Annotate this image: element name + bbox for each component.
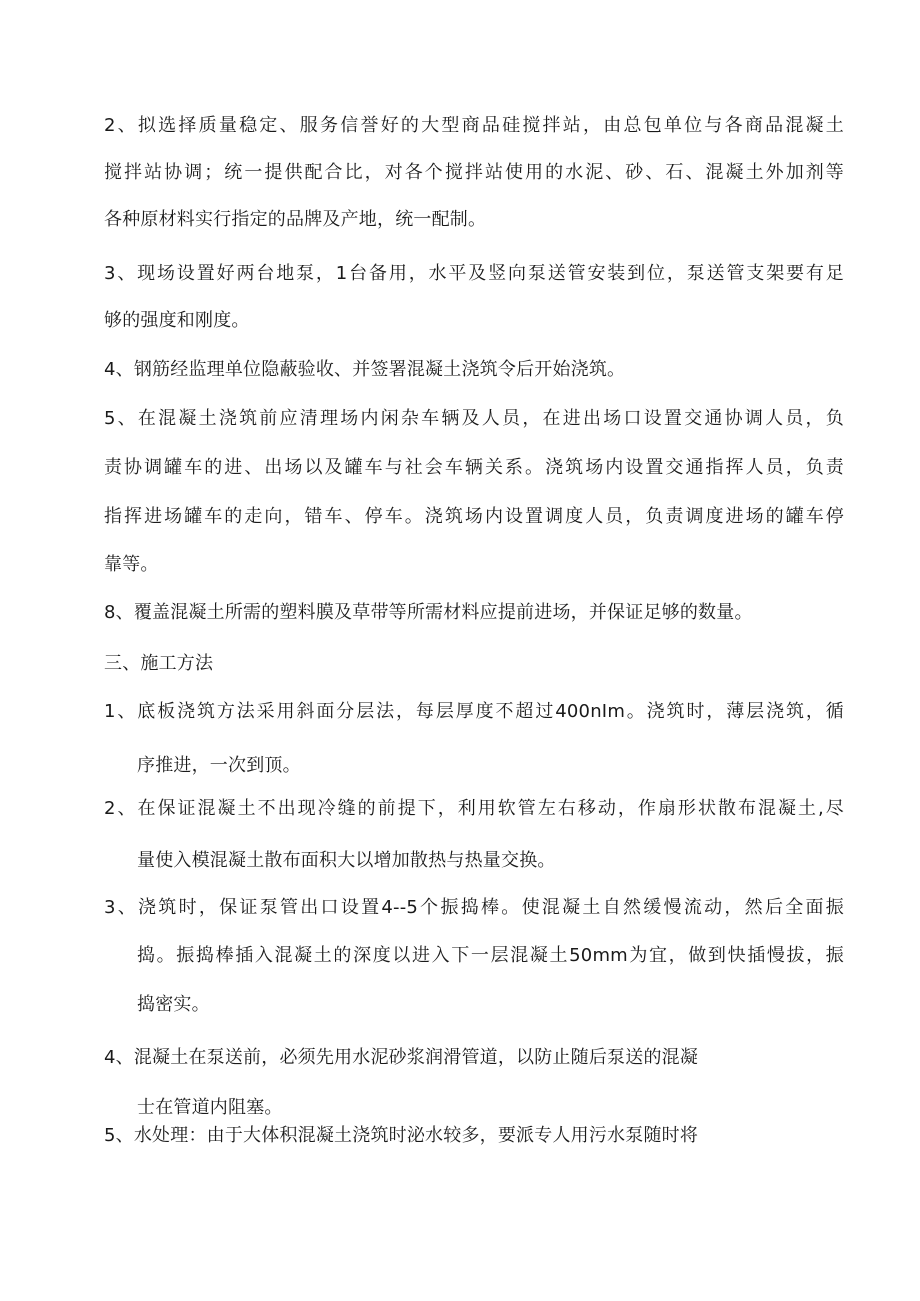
method-3-line-3: 捣密实。 [137,994,210,1015]
method-3-line-2: 捣。振捣棒插入混凝土的深度以进入下一层混凝土50mm为宜，做到快插慢拔，振 [137,945,844,966]
method-4-line-1: 4、混凝土在泵送前，必须先用水泥砂浆润滑管道，以防止随后泵送的混凝 [104,1047,699,1068]
method-5-line-1: 5、水处理：由于大体积混凝土浇筑时泌水较多，要派专人用污水泵随时将 [104,1125,699,1146]
method-1-line-1: 1、底板浇筑方法采用斜面分层法，每层厚度不超过400nIm。浇筑时，薄层浇筑，循 [104,701,844,722]
paragraph-5-line-3: 指挥进场罐车的走向，错车、停车。浇筑场内设置调度人员，负责调度进场的罐车停 [104,506,844,527]
paragraph-5-line-2: 责协调罐车的进、出场以及罐车与社会车辆关系。浇筑场内设置交通指挥人员，负责 [104,457,844,478]
method-1-line-2: 序推进，一次到顶。 [137,755,301,776]
method-2-line-1: 2、在保证混凝土不出现冷缝的前提下，利用软管左右移动，作扇形状散布混凝土,尽 [104,798,844,819]
paragraph-5-line-4: 靠等。 [104,554,159,575]
paragraph-2-line-1: 2、拟选择质量稳定、服务信誉好的大型商品硅搅拌站，由总包单位与各商品混凝土 [104,115,844,136]
method-4-line-2: 士在管道内阻塞。 [137,1097,283,1118]
method-2-line-2: 量使入模混凝土散布面积大以增加散热与热量交换。 [137,850,556,871]
paragraph-8-line-1: 8、覆盖混凝土所需的塑料膜及草带等所需材料应提前进场，并保证足够的数量。 [104,602,753,623]
paragraph-3-line-2: 够的强度和刚度。 [104,310,250,331]
paragraph-2-line-2: 搅拌站协调；统一提供配合比，对各个搅拌站使用的水泥、砂、石、混凝土外加剂等 [104,162,844,183]
paragraph-4-line-1: 4、钢筋经监理单位隐蔽验收、并签署混凝土浇筑令后开始浇筑。 [104,359,626,380]
paragraph-3-line-1: 3、现场设置好两台地泵，1台备用，水平及竖向泵送管安装到位，泵送管支架要有足 [104,263,844,284]
method-3-line-1: 3、浇筑时，保证泵管出口设置4--5个振捣棒。使混凝土自然缓慢流动，然后全面振 [104,897,844,918]
paragraph-2-line-3: 各种原材料实行指定的品牌及产地，统一配制。 [104,209,487,230]
paragraph-5-line-1: 5、在混凝土浇筑前应清理场内闲杂车辆及人员，在进出场口设置交通协调人员，负 [104,408,844,429]
section-heading-construction-method: 三、施工方法 [104,653,214,674]
